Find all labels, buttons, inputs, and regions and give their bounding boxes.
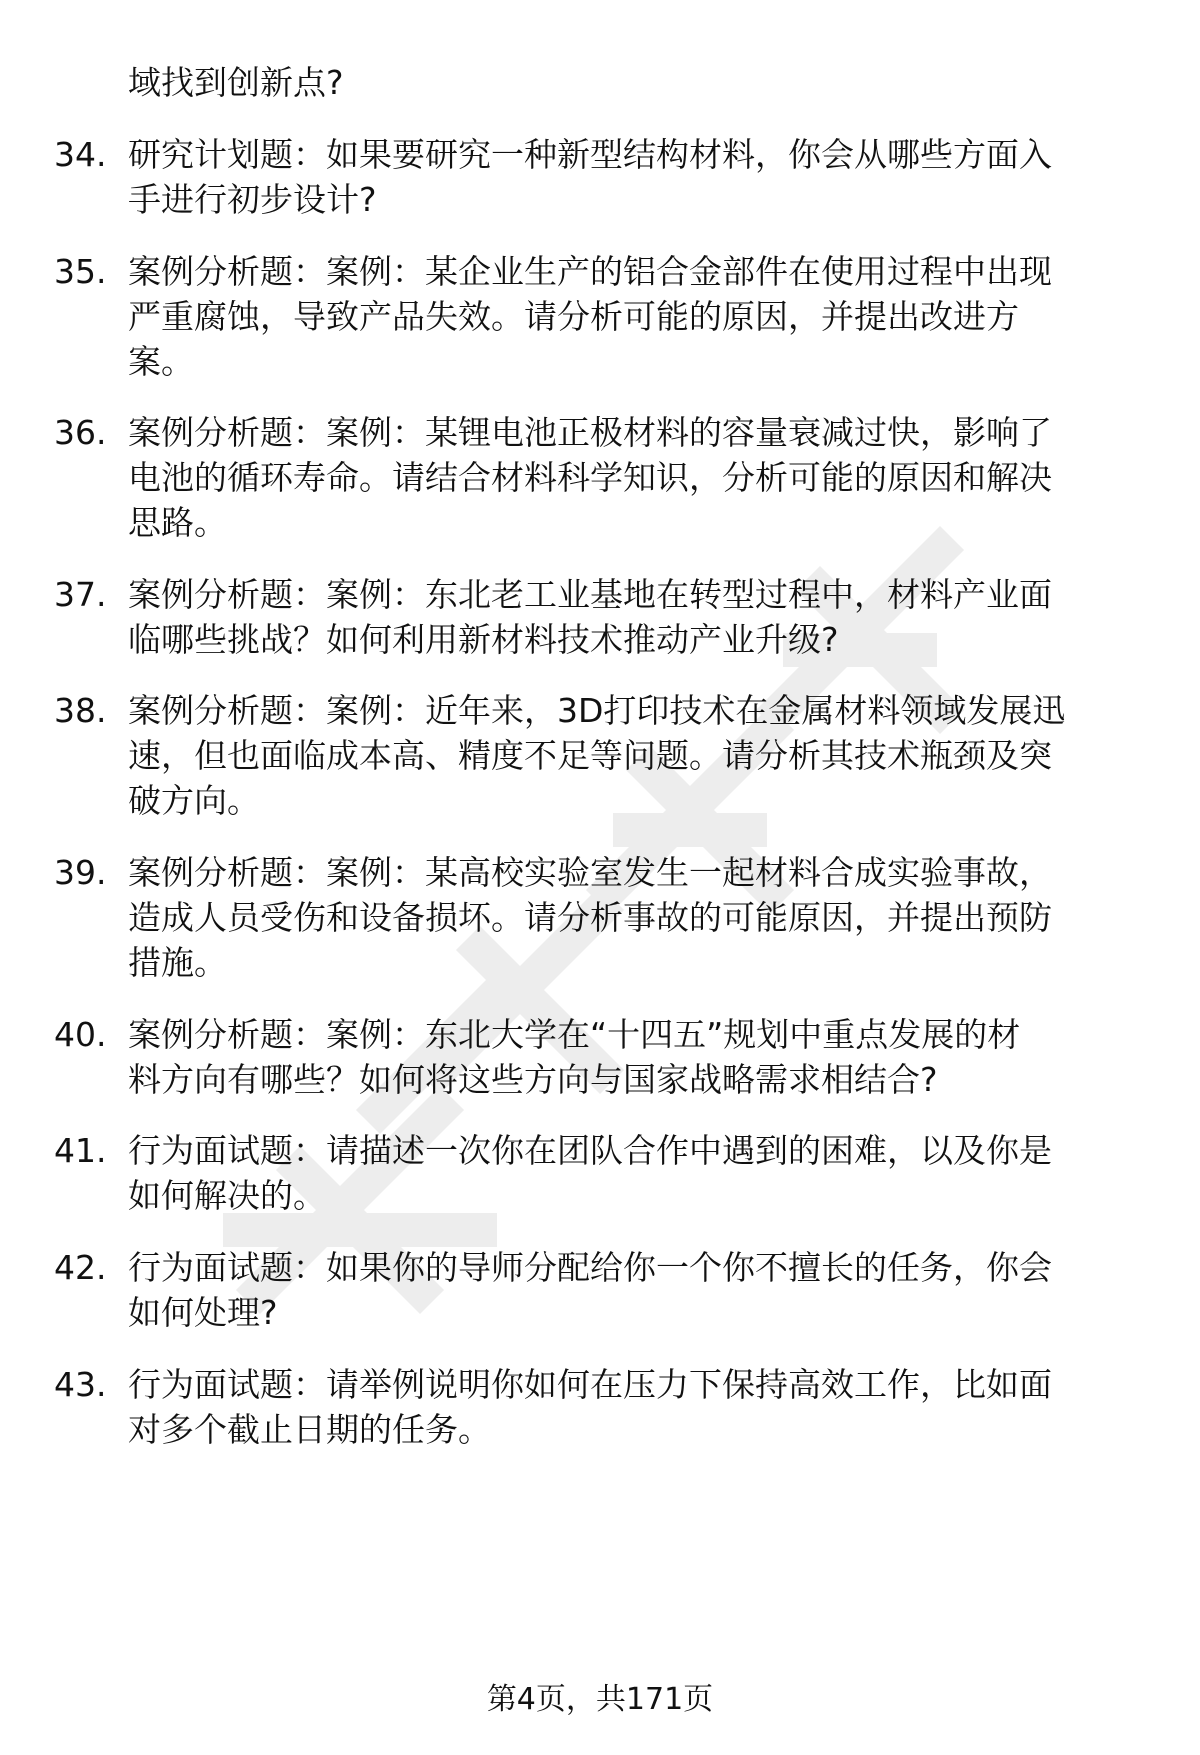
item-number: 38. [54, 691, 107, 730]
item-number: 34. [54, 135, 107, 174]
item-number: 39. [54, 853, 107, 892]
item-number: 35. [54, 252, 107, 291]
item-text: 案例分析题：案例：东北老工业基地在转型过程中，材料产业面 临哪些挑战？如何利用新材料技术推动产业升级? [128, 575, 1052, 659]
item-text: 案例分析题：案例：某高校实验室发生一起材料合成实验事故， 造成人员受伤和设备损坏。请分析事故的可能原因，并提出预防 措施。 [128, 853, 1052, 982]
item-text: 研究计划题：如果要研究一种新型结构材料，你会从哪些方面入 手进行初步设计? [128, 135, 1052, 219]
item-number: 37. [54, 575, 107, 614]
item-text: 行为面试题：请描述一次你在团队合作中遇到的困难，以及你是 如何解决的。 [128, 1131, 1052, 1215]
item-number: 41. [54, 1131, 107, 1170]
item-text: 案例分析题：案例：某企业生产的铝合金部件在使用过程中出现 严重腐蚀，导致产品失效。请分析可能的原因，并提出改进方 案。 [128, 252, 1052, 381]
item-number: 40. [54, 1015, 107, 1054]
item-text: 行为面试题：请举例说明你如何在压力下保持高效工作，比如面 对多个截止日期的任务。 [128, 1365, 1052, 1449]
item-number: 42. [54, 1248, 107, 1287]
item-text: 行为面试题：如果你的导师分配给你一个你不擅长的任务，你会 如何处理? [128, 1248, 1052, 1332]
page-footer: 第4页，共171页 [486, 1682, 714, 1717]
item-number: 36. [54, 413, 107, 452]
item-number: 43. [54, 1365, 107, 1404]
item-text: 案例分析题：案例：东北大学在“十四五”规划中重点发展的材 料方向有哪些？如何将这些方向与国家战略需求相结合? [128, 1015, 1021, 1099]
item-text: 案例分析题：案例：某锂电池正极材料的容量衰减过快，影响了 电池的循环寿命。请结合材料科学知识，分析可能的原因和解决 思路。 [128, 413, 1052, 542]
item-text: 案例分析题：案例：近年来，3D打印技术在金属材料领域发展迅 速，但也面临成本高、精度不足等问题。请分析其技术瓶颈及突 破方向。 [128, 691, 1066, 820]
item-text: 域找到创新点? [128, 63, 344, 102]
